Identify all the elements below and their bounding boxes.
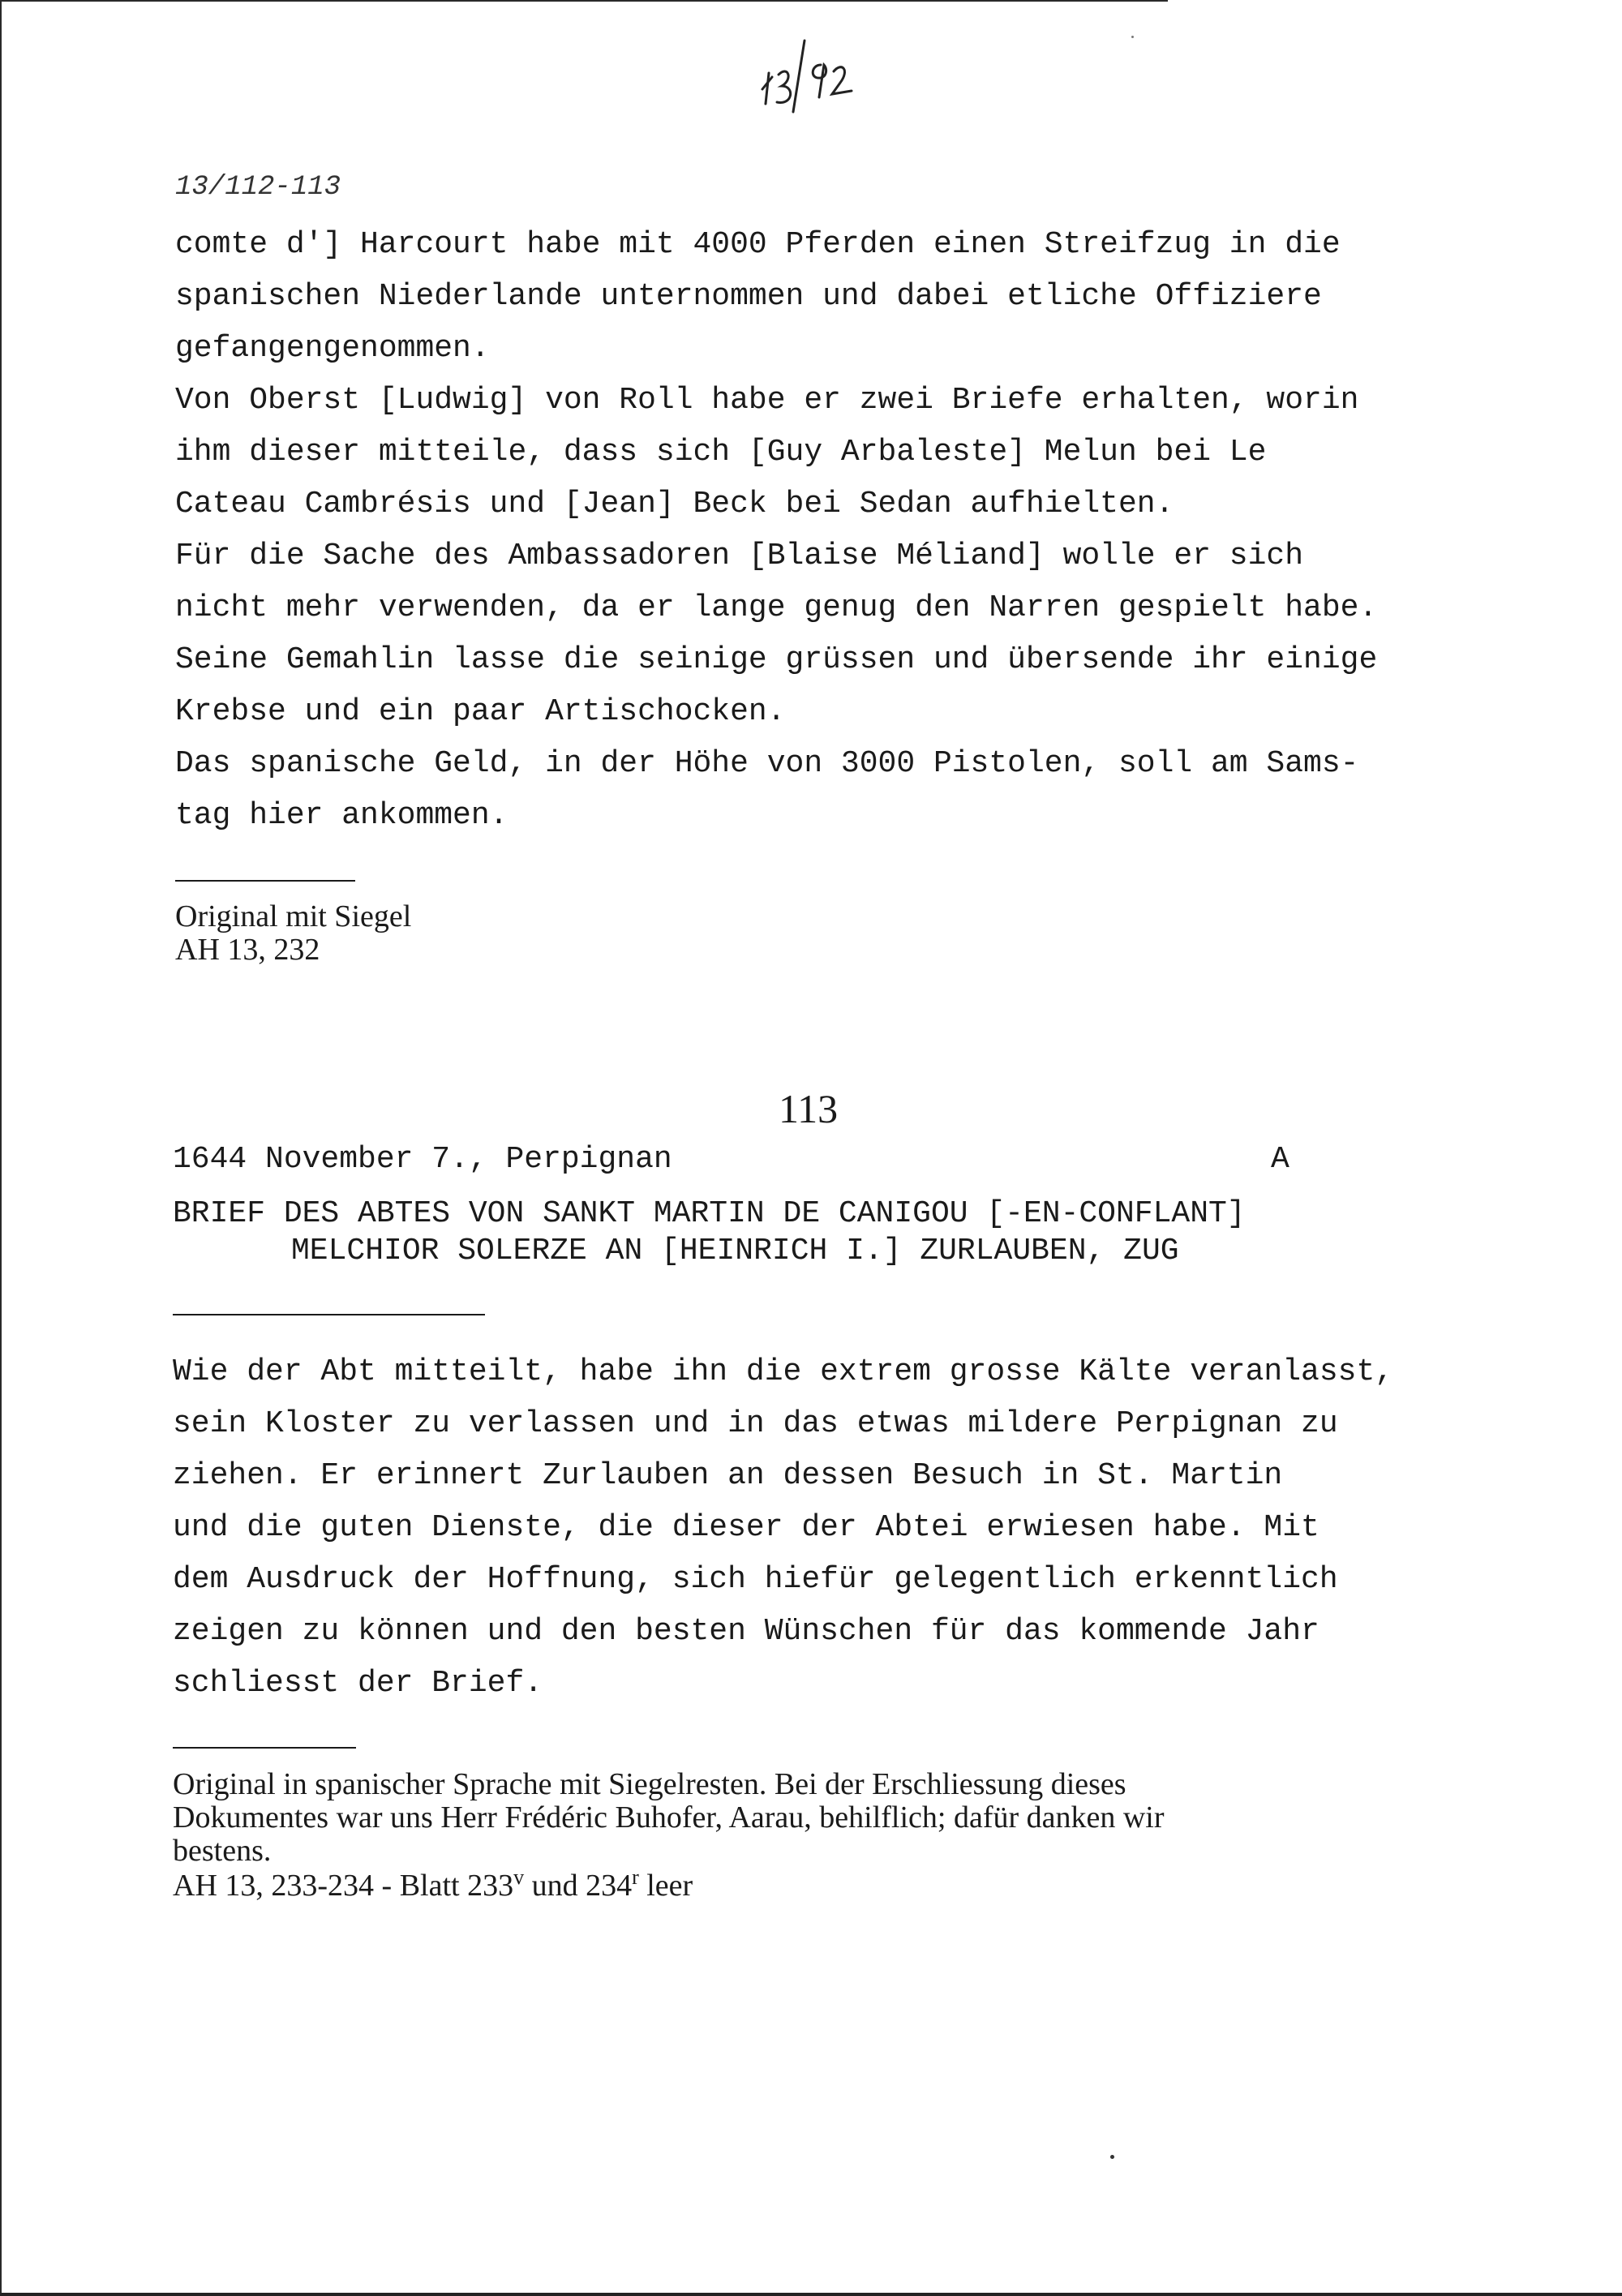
text-line: Krebse und ein paar Artischocken. (175, 694, 786, 729)
note-line: AH 13, 232 (175, 933, 320, 967)
note-line: Dokumentes war uns Herr Frédéric Buhofer, Aarau, behilflich; dafür danken wir (173, 1800, 1165, 1835)
text-line: tag hier ankommen. (175, 798, 508, 833)
verso-mark: v (513, 1865, 525, 1889)
scan-edge-left (0, 0, 2, 2296)
archive-ref-text: und 234 (531, 1869, 633, 1903)
text-line: dem Ausdruck der Hoffnung, sich hiefür gelegentlich erkenntlich (173, 1562, 1338, 1597)
text-line: Das spanische Geld, in der Höhe von 3000 Pistolen, soll am Sams- (175, 746, 1359, 781)
letter-112-body (175, 219, 1377, 842)
text-line: Cateau Cambrésis und [Jean] Beck bei Sedan aufhielten. (175, 487, 1174, 521)
text-line: Von Oberst [Ludwig] von Roll habe er zwei Briefe erhalten, worin (175, 383, 1359, 418)
archive-ref-text: AH 13, 233-234 - Blatt 233 (173, 1869, 514, 1903)
text-line: sein Kloster zu verlassen und in das etwas mildere Perpignan zu (173, 1406, 1338, 1441)
text-line: ziehen. Er erinnert Zurlauben an dessen Besuch in St. Martin (173, 1458, 1283, 1493)
note-line: bestens. (173, 1834, 272, 1868)
footnote-divider (175, 880, 355, 882)
recto-mark: r (632, 1865, 639, 1889)
text-line: nicht mehr verwenden, da er lange genug den Narren gespielt habe. (175, 590, 1378, 625)
title-line: MELCHIOR SOLERZE AN [HEINRICH I.] ZURLAUBEN, ZUG (291, 1234, 1179, 1268)
text-line: Wie der Abt mitteilt, habe ihn die extrem grosse Kälte veranlasst, (173, 1354, 1394, 1389)
note-line: Original mit Siegel (175, 899, 412, 933)
archive-ref-text: leer (646, 1869, 693, 1903)
letter-112-note (175, 900, 411, 967)
note-line: Original in spanischer Sprache mit Siegelresten. Bei der Erschliessung dieses (173, 1767, 1126, 1801)
text-line: Seine Gemahlin lasse die seinige grüssen und übersende ihr einige (175, 642, 1378, 677)
text-line: gefangengenommen. (175, 331, 490, 366)
title-divider (173, 1314, 485, 1315)
date-place: 1644 November 7., Perpignan (173, 1142, 672, 1177)
text-line: comte d'] Harcourt habe mit 4000 Pferden einen Streifzug in die (175, 227, 1341, 262)
text-line: Für die Sache des Ambassadoren [Blaise Méliand] wolle er sich (175, 539, 1304, 573)
scan-edge-top (0, 0, 1168, 2)
text-line: spanischen Niederlande unternommen und dabei etliche Offiziere (175, 279, 1322, 314)
text-line: und die guten Dienste, die dieser der Abtei erwiesen habe. Mit (173, 1510, 1319, 1545)
text-line: ihm dieser mitteile, dass sich [Guy Arbaleste] Melun bei Le (175, 435, 1267, 470)
letter-113-body (173, 1346, 1393, 1710)
page-reference: 13/112-113 (175, 172, 341, 203)
text-line: schliesst der Brief. (173, 1666, 543, 1701)
letter-marker: A (1271, 1142, 1289, 1177)
letter-113-note (173, 1768, 1165, 1903)
scan-speck (1110, 2155, 1114, 2159)
scan-edge-bottom (0, 2293, 1622, 2296)
title-line: BRIEF DES ABTES VON SANKT MARTIN DE CANIGOU [-EN-CONFLANT] (173, 1196, 1246, 1231)
archive-reference (173, 1865, 1165, 1903)
letter-number: 113 (779, 1086, 839, 1131)
handwritten-folio-number (754, 32, 876, 114)
letter-title (173, 1195, 1246, 1270)
footnote-divider (173, 1747, 356, 1749)
scan-speck (1131, 36, 1134, 38)
text-line: zeigen zu können und den besten Wünschen für das kommende Jahr (173, 1614, 1319, 1649)
